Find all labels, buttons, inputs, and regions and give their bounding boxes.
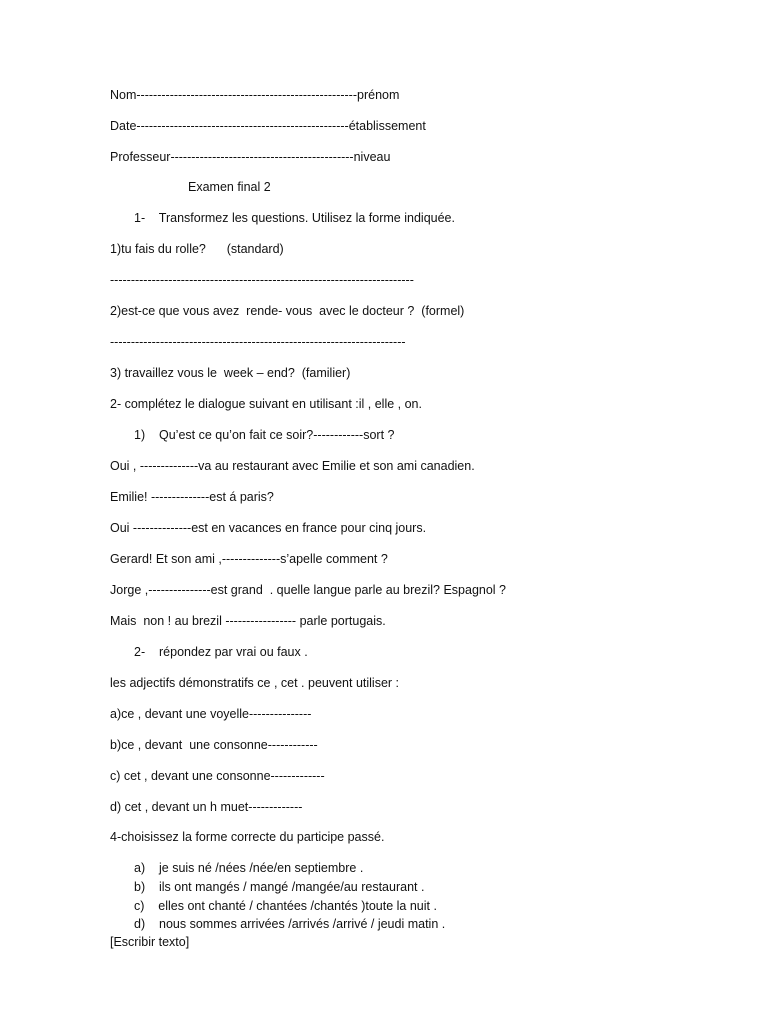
true-false-a: a)ce , devant une voyelle--------------- <box>110 707 312 721</box>
answer-line-2: ----------------------------------------------------------------------- <box>110 335 406 349</box>
question-2: 2)est-ce que vous avez rende- vous avec le docteur ? (formel) <box>110 304 465 318</box>
section3-intro: les adjectifs démonstratifs ce , cet . peuvent utiliser : <box>110 676 400 690</box>
choice-item-d: d) nous sommes arrivées /arrivés /arrivé / jeudi matin . <box>134 917 446 931</box>
footer-placeholder[interactable]: [Escribir texto] <box>110 935 190 949</box>
choice-item-a: a) je suis né /nées /née/en septiembre . <box>134 861 364 875</box>
true-false-c: c) cet , devant une consonne------------- <box>110 769 325 783</box>
answer-line-1: ------------------------------------------------------------------------- <box>110 273 414 287</box>
teacher-field-line: Professeur--------------------------------------------niveau <box>110 150 391 164</box>
date-field-line: Date---------------------------------------------------établissement <box>110 119 426 133</box>
section4-heading: 4-choisissez la forme correcte du participe passé. <box>110 830 385 844</box>
exam-title: Examen final 2 <box>188 180 271 194</box>
dialogue-line-1: 1) Qu’est ce qu’on fait ce soir?------------sort ? <box>134 428 395 442</box>
section2-heading: 2- complétez le dialogue suivant en utilisant :il , elle , on. <box>110 397 422 411</box>
dialogue-line-5: Gerard! Et son ami ,--------------s’apelle comment ? <box>110 552 388 566</box>
choice-item-c: c) elles ont chanté / chantées /chantés )toute la nuit . <box>134 899 437 913</box>
true-false-d: d) cet , devant un h muet------------- <box>110 800 303 814</box>
section3-heading: 2- répondez par vrai ou faux . <box>134 645 308 659</box>
name-field-line: Nom-----------------------------------------------------prénom <box>110 88 400 102</box>
dialogue-line-6: Jorge ,---------------est grand . quelle langue parle au brezil? Espagnol ? <box>110 583 506 597</box>
section1-heading: 1- Transformez les questions. Utilisez la forme indiquée. <box>134 211 455 225</box>
dialogue-line-4: Oui --------------est en vacances en france pour cinq jours. <box>110 521 427 535</box>
question-3: 3) travaillez vous le week – end? (familier) <box>110 366 351 380</box>
question-1: 1)tu fais du rolle? (standard) <box>110 242 284 256</box>
dialogue-line-7: Mais non ! au brezil ----------------- parle portugais. <box>110 614 386 628</box>
dialogue-line-2: Oui , --------------va au restaurant avec Emilie et son ami canadien. <box>110 459 475 473</box>
dialogue-line-3: Emilie! --------------est á paris? <box>110 490 274 504</box>
choice-item-b: b) ils ont mangés / mangé /mangée/au restaurant . <box>134 880 425 894</box>
true-false-b: b)ce , devant une consonne------------ <box>110 738 318 752</box>
